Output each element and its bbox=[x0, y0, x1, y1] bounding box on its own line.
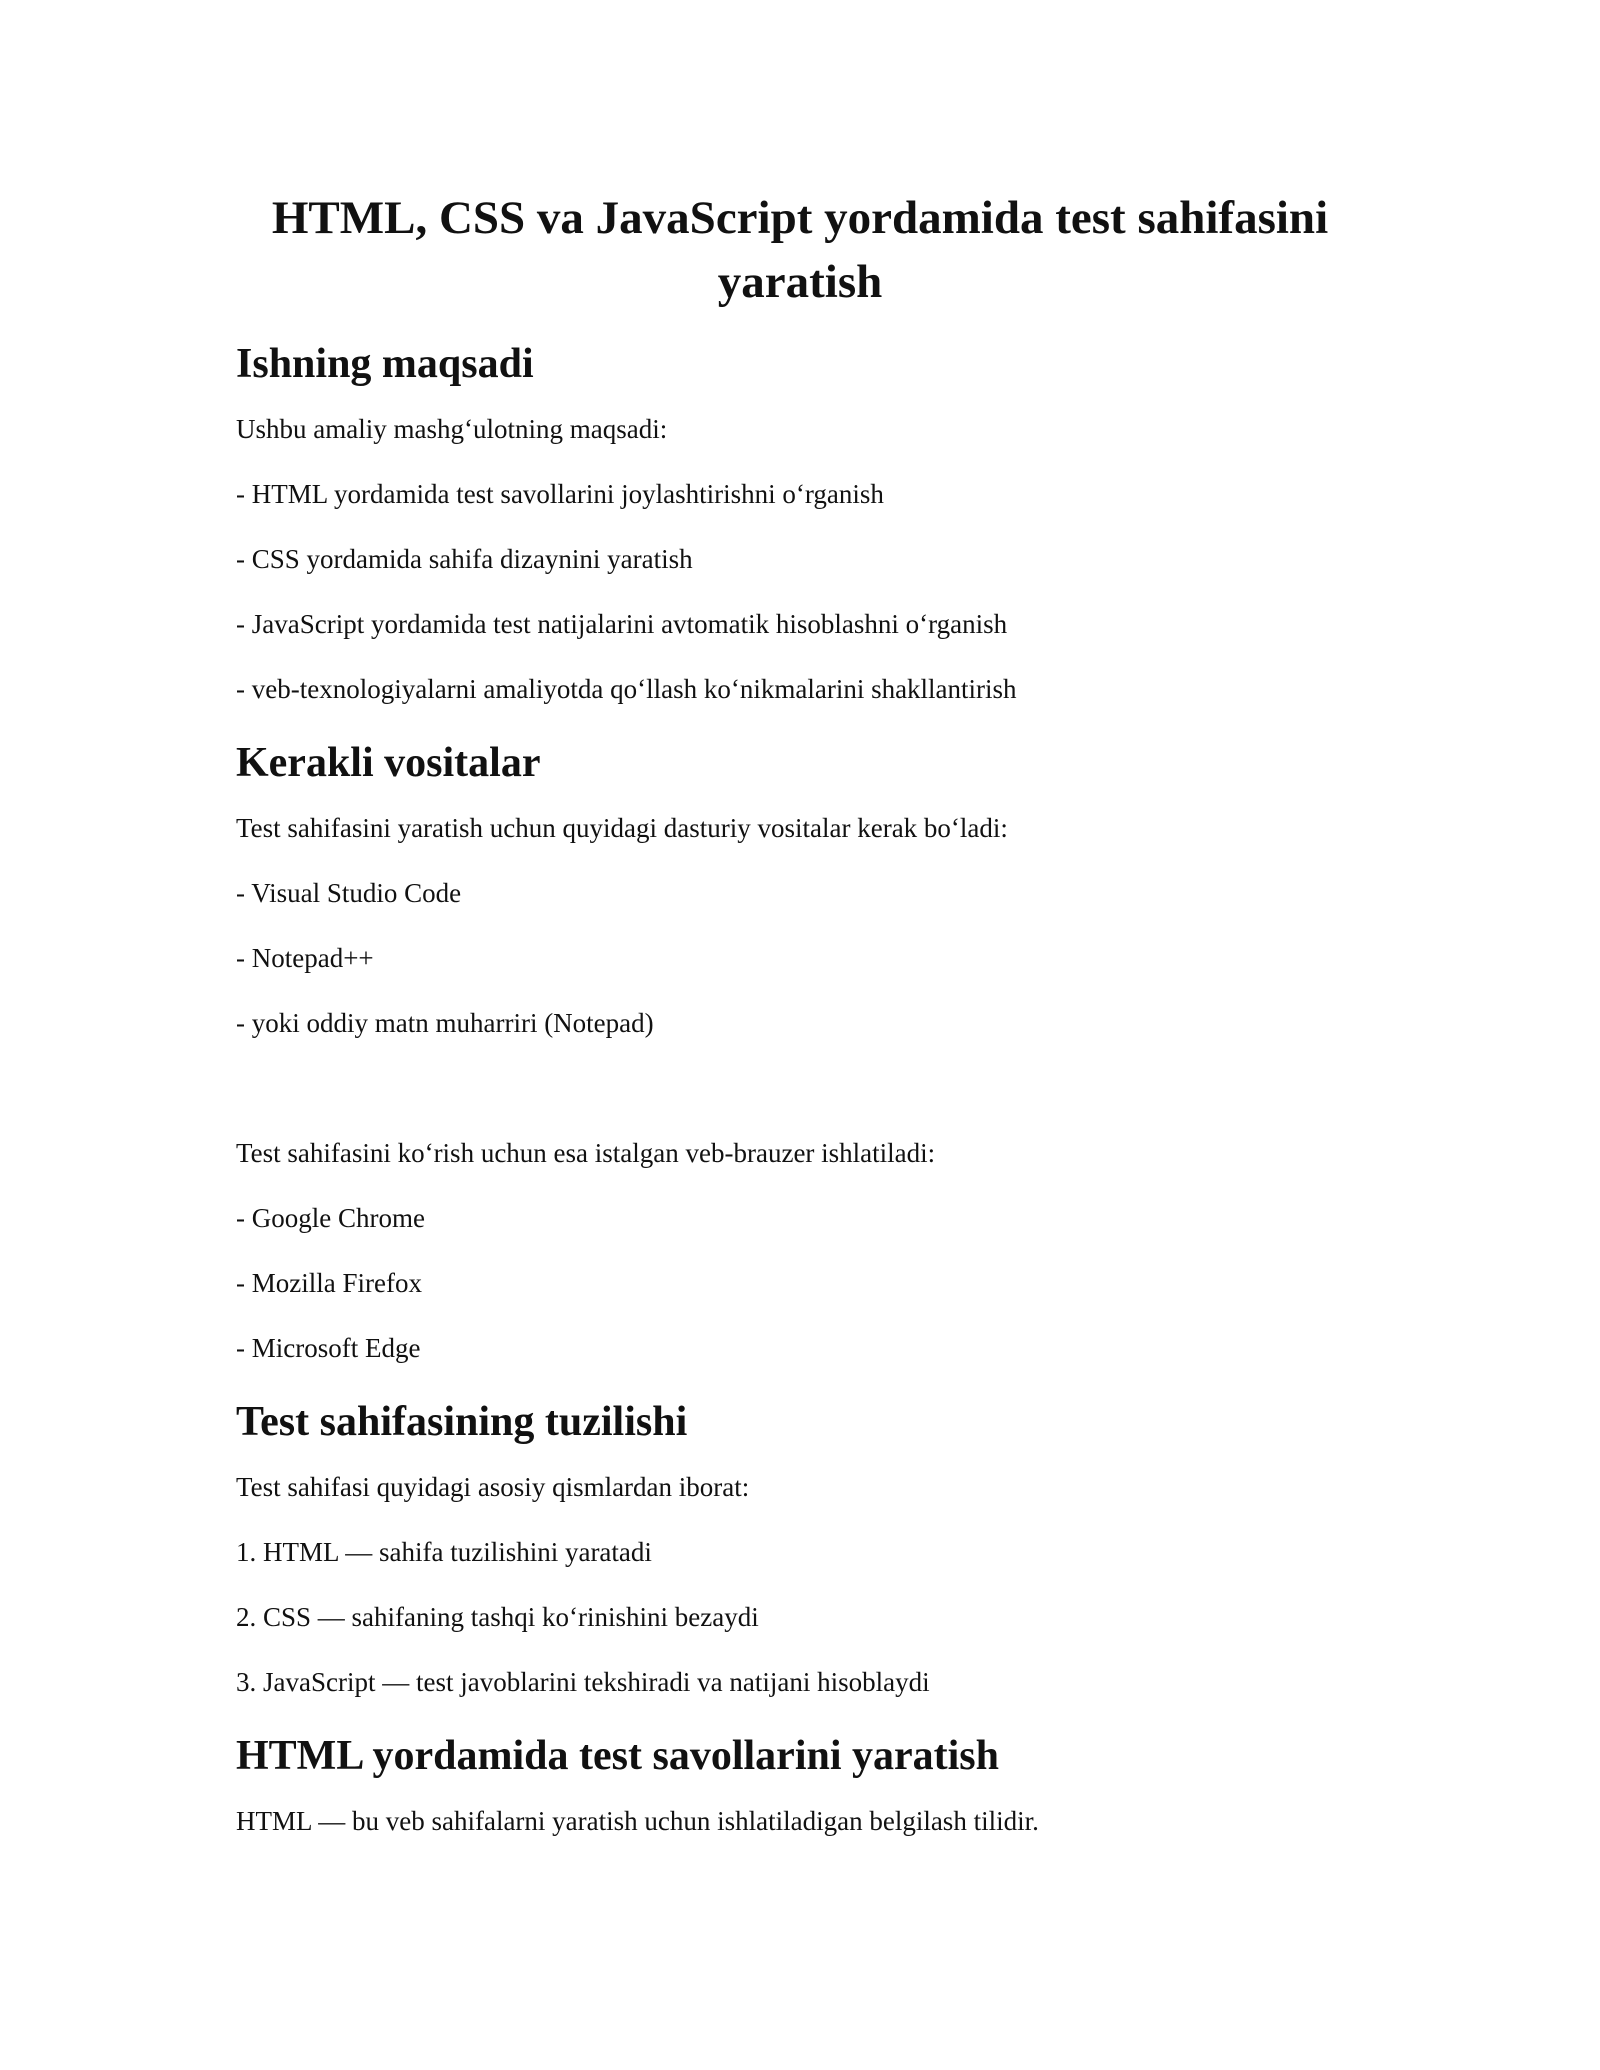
list-item: - Notepad++ bbox=[236, 943, 374, 973]
list-item: - CSS yordamida sahifa dizaynini yaratish bbox=[236, 544, 693, 574]
document-page bbox=[236, 186, 1364, 1867]
paragraph: Test sahifasi quyidagi asosiy qismlardan iborat: bbox=[236, 1472, 750, 1502]
list-item: - veb-texnologiyalarni amaliyotda qoʻllash koʻnikmalarini shakllantirish bbox=[236, 674, 1017, 704]
list-item: - yoki oddiy matn muharriri (Notepad) bbox=[236, 1008, 654, 1038]
list-item: - JavaScript yordamida test natijalarini avtomatik hisoblashni oʻrganish bbox=[236, 609, 1008, 639]
section-heading-html-yordamida: HTML yordamida test savollarini yaratish bbox=[236, 1733, 1000, 1779]
list-item: 1. HTML — sahifa tuzilishini yaratadi bbox=[236, 1537, 652, 1567]
section-heading-test-sahifasining-tuzilishi: Test sahifasining tuzilishi bbox=[236, 1399, 688, 1445]
list-item: 3. JavaScript — test javoblarini tekshiradi va natijani hisoblaydi bbox=[236, 1667, 930, 1697]
section-heading-ishning-maqsadi: Ishning maqsadi bbox=[236, 341, 534, 387]
section-heading-kerakli-vositalar: Kerakli vositalar bbox=[236, 740, 541, 786]
blank-line bbox=[236, 1069, 1364, 1134]
list-item: - Microsoft Edge bbox=[236, 1333, 421, 1363]
list-item: - HTML yordamida test savollarini joylashtirishni oʻrganish bbox=[236, 479, 884, 509]
list-item: - Mozilla Firefox bbox=[236, 1268, 422, 1298]
paragraph: Ushbu amaliy mashgʻulotning maqsadi: bbox=[236, 414, 668, 444]
list-item: 2. CSS — sahifaning tashqi koʻrinishini bezaydi bbox=[236, 1602, 759, 1632]
paragraph: HTML — bu veb sahifalarni yaratish uchun ishlatiladigan belgilash tilidir. bbox=[236, 1806, 1039, 1836]
paragraph: Test sahifasini yaratish uchun quyidagi dasturiy vositalar kerak boʻladi: bbox=[236, 813, 1008, 843]
list-item: - Visual Studio Code bbox=[236, 878, 462, 908]
paragraph: Test sahifasini koʻrish uchun esa istalgan veb-brauzer ishlatiladi: bbox=[236, 1138, 936, 1168]
list-item: - Google Chrome bbox=[236, 1203, 425, 1233]
document-title: HTML, CSS va JavaScript yordamida test sahifasini yaratish bbox=[271, 192, 1329, 308]
